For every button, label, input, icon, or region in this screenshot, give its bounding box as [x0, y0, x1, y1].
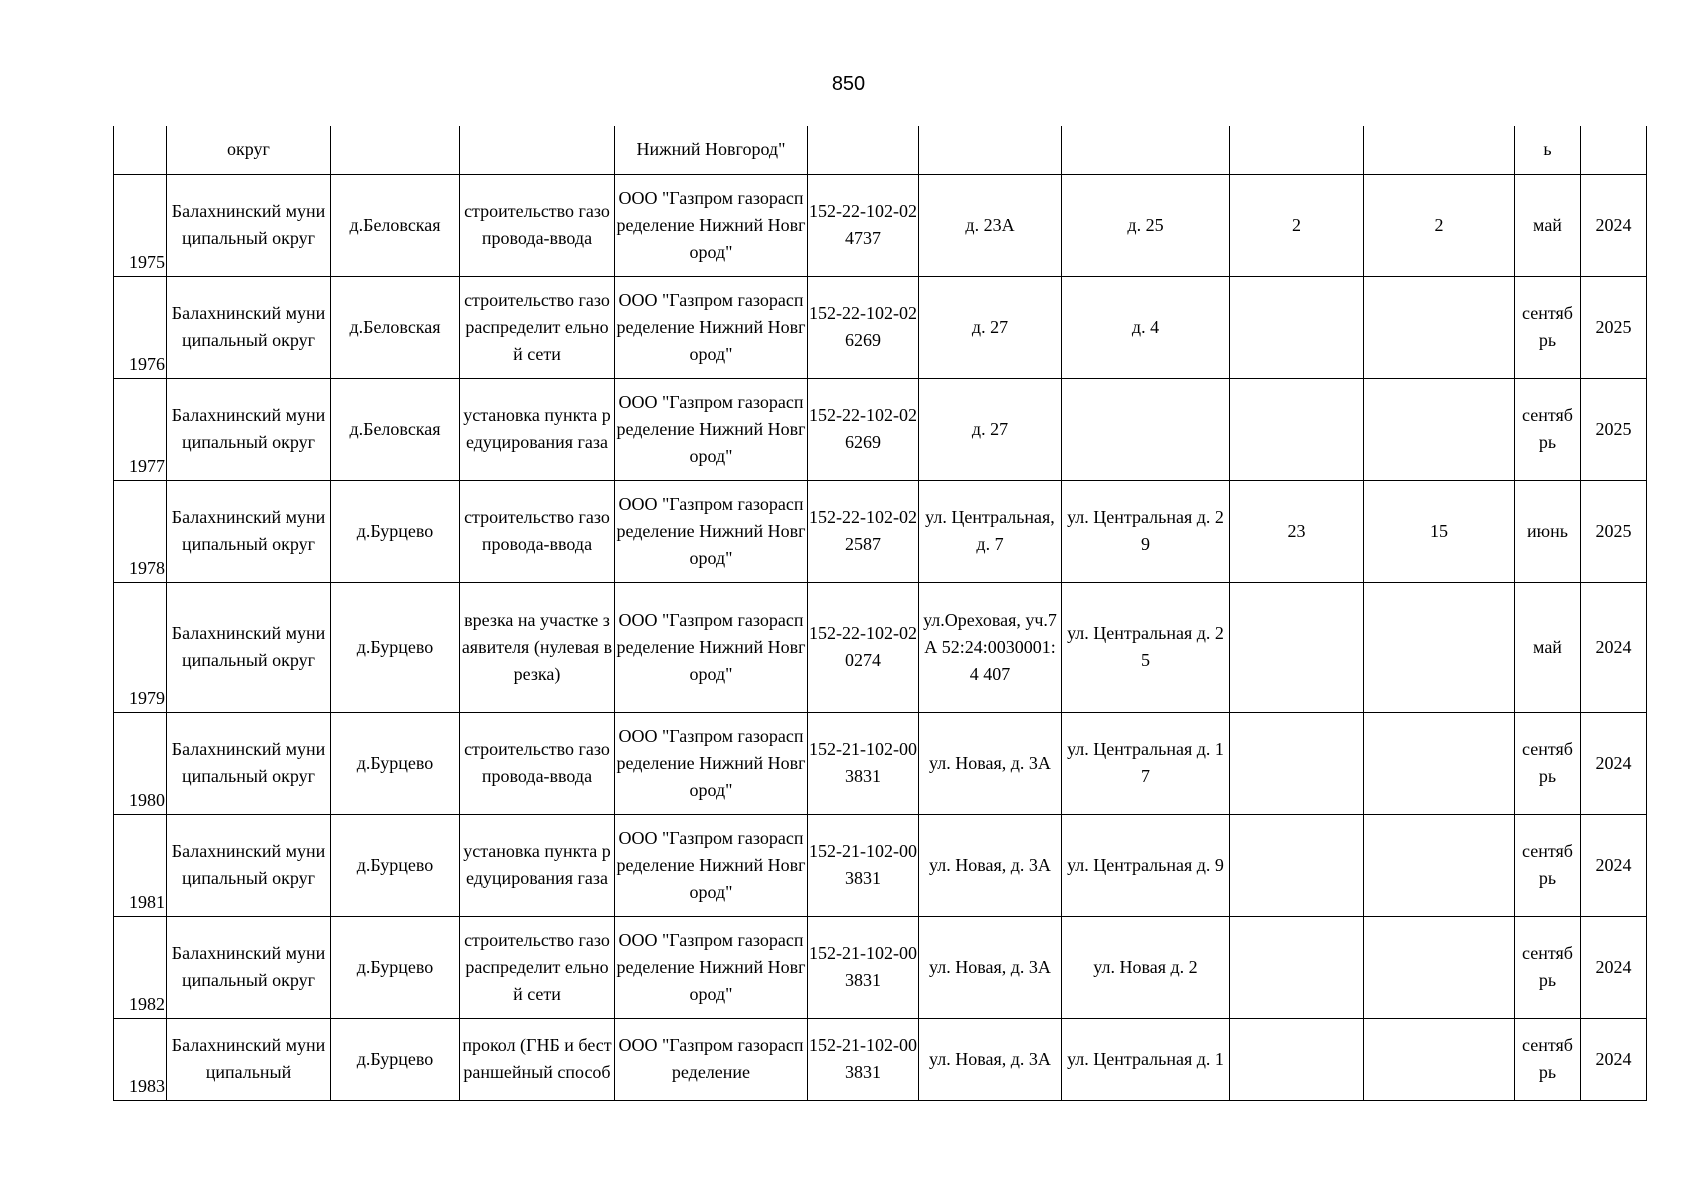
cell-address-to [1062, 126, 1230, 174]
cell-number: 1981 [114, 814, 167, 916]
cell-value-2 [1364, 814, 1515, 916]
cell-value-2 [1364, 1018, 1515, 1100]
cell-settlement: д.Бурцево [331, 712, 460, 814]
cell-year: 2025 [1581, 480, 1647, 582]
cell-code: 152-21-102-003831 [808, 916, 919, 1018]
table-row [114, 582, 1647, 712]
cell-month: сентяб рь [1515, 276, 1581, 378]
cell-district: Балахнинский муниципальный округ [167, 480, 331, 582]
cell-address-to: д. 4 [1062, 276, 1230, 378]
cell-value-2 [1364, 916, 1515, 1018]
cell-organization: ООО "Газпром газораспределение [615, 1018, 808, 1100]
cell-organization: ООО "Газпром газораспределение Нижний Новгород" [615, 276, 808, 378]
cell-district: Балахнинский муниципальный округ [167, 814, 331, 916]
cell-organization: ООО "Газпром газораспределение Нижний Новгород" [615, 378, 808, 480]
cell-settlement: д.Бурцево [331, 1018, 460, 1100]
cell-address-to: ул. Центральная д. 25 [1062, 582, 1230, 712]
cell-value-2 [1364, 582, 1515, 712]
cell-number: 1978 [114, 480, 167, 582]
cell-number: 1979 [114, 582, 167, 712]
cell-value-1: 23 [1230, 480, 1364, 582]
table-row [114, 712, 1647, 814]
cell-address-from: д. 27 [919, 378, 1062, 480]
table-row [114, 814, 1647, 916]
cell-organization: ООО "Газпром газораспределение Нижний Новгород" [615, 174, 808, 276]
cell-year: 2024 [1581, 174, 1647, 276]
cell-year: 2024 [1581, 582, 1647, 712]
cell-year: 2024 [1581, 712, 1647, 814]
cell-district: Балахнинский муниципальный округ [167, 916, 331, 1018]
cell-address-from [919, 126, 1062, 174]
cell-value-2 [1364, 276, 1515, 378]
cell-address-to: ул. Новая д. 2 [1062, 916, 1230, 1018]
cell-number: 1983 [114, 1018, 167, 1100]
page-number: 850 [831, 73, 866, 95]
cell-value-1 [1230, 814, 1364, 916]
cell-year: 2024 [1581, 916, 1647, 1018]
cell-month: сентяб рь [1515, 1018, 1581, 1100]
cell-address-to: ул. Центральная д. 9 [1062, 814, 1230, 916]
cell-settlement: д.Беловская [331, 276, 460, 378]
cell-year [1581, 126, 1647, 174]
table-row [114, 480, 1647, 582]
cell-address-from: ул. Новая, д. 3А [919, 916, 1062, 1018]
cell-work-type: прокол (ГНБ и бестраншейный способ [460, 1018, 615, 1100]
cell-value-2: 15 [1364, 480, 1515, 582]
cell-district: округ [167, 126, 331, 174]
cell-work-type: установка пункта редуцирования газа [460, 378, 615, 480]
cell-code: 152-22-102-024737 [808, 174, 919, 276]
cell-month: июнь [1515, 480, 1581, 582]
cell-code: 152-21-102-003831 [808, 814, 919, 916]
cell-address-from: ул.Ореховая, уч.7 А 52:24:0030001:4 407 [919, 582, 1062, 712]
cell-month: сентяб рь [1515, 916, 1581, 1018]
cell-number: 1980 [114, 712, 167, 814]
cell-district: Балахнинский муниципальный округ [167, 582, 331, 712]
cell-address-to: ул. Центральная д. 17 [1062, 712, 1230, 814]
cell-organization: ООО "Газпром газораспределение Нижний Новгород" [615, 916, 808, 1018]
cell-organization: Нижний Новгород" [615, 126, 808, 174]
cell-month: май [1515, 174, 1581, 276]
cell-number [114, 126, 167, 174]
cell-district: Балахнинский муниципальный округ [167, 174, 331, 276]
cell-work-type: строительство газопровода-ввода [460, 174, 615, 276]
cell-value-1 [1230, 916, 1364, 1018]
cell-settlement: д.Бурцево [331, 582, 460, 712]
cell-value-1 [1230, 126, 1364, 174]
cell-settlement: д.Бурцево [331, 916, 460, 1018]
table-row [114, 916, 1647, 1018]
cell-year: 2025 [1581, 378, 1647, 480]
cell-settlement: д.Беловская [331, 378, 460, 480]
cell-address-from: ул. Центральная, д. 7 [919, 480, 1062, 582]
cell-month: сентяб рь [1515, 378, 1581, 480]
cell-address-from: ул. Новая, д. 3А [919, 814, 1062, 916]
cell-address-from: д. 27 [919, 276, 1062, 378]
cell-number: 1982 [114, 916, 167, 1018]
cell-number: 1975 [114, 174, 167, 276]
cell-number: 1976 [114, 276, 167, 378]
cell-work-type [460, 126, 615, 174]
cell-district: Балахнинский муниципальный [167, 1018, 331, 1100]
cell-value-2 [1364, 712, 1515, 814]
cell-code: 152-21-102-003831 [808, 712, 919, 814]
cell-code: 152-21-102-003831 [808, 1018, 919, 1100]
table-row [114, 174, 1647, 276]
cell-value-1 [1230, 1018, 1364, 1100]
cell-settlement: д.Беловская [331, 174, 460, 276]
cell-code: 152-22-102-020274 [808, 582, 919, 712]
cell-address-to [1062, 378, 1230, 480]
cell-address-to: ул. Центральная д. 1 [1062, 1018, 1230, 1100]
cell-value-1 [1230, 276, 1364, 378]
cell-code: 152-22-102-026269 [808, 276, 919, 378]
table-row [114, 276, 1647, 378]
table-row [114, 378, 1647, 480]
cell-code [808, 126, 919, 174]
table-row [114, 1018, 1647, 1100]
cell-number: 1977 [114, 378, 167, 480]
cell-value-1 [1230, 712, 1364, 814]
cell-month: ь [1515, 126, 1581, 174]
cell-year: 2025 [1581, 276, 1647, 378]
works-table [113, 126, 1647, 1101]
cell-value-2: 2 [1364, 174, 1515, 276]
cell-work-type: врезка на участке заявителя (нулевая врезка) [460, 582, 615, 712]
cell-address-from: д. 23А [919, 174, 1062, 276]
cell-code: 152-22-102-026269 [808, 378, 919, 480]
cell-month: сентяб рь [1515, 814, 1581, 916]
cell-address-to: ул. Центральная д. 29 [1062, 480, 1230, 582]
cell-code: 152-22-102-022587 [808, 480, 919, 582]
cell-organization: ООО "Газпром газораспределение Нижний Новгород" [615, 814, 808, 916]
cell-settlement [331, 126, 460, 174]
cell-month: сентяб рь [1515, 712, 1581, 814]
cell-year: 2024 [1581, 814, 1647, 916]
cell-work-type: строительство газораспределит ельной сети [460, 916, 615, 1018]
cell-value-1 [1230, 582, 1364, 712]
cell-organization: ООО "Газпром газораспределение Нижний Новгород" [615, 712, 808, 814]
cell-value-2 [1364, 378, 1515, 480]
cell-year: 2024 [1581, 1018, 1647, 1100]
cell-district: Балахнинский муниципальный округ [167, 276, 331, 378]
cell-organization: ООО "Газпром газораспределение Нижний Новгород" [615, 582, 808, 712]
cell-month: май [1515, 582, 1581, 712]
cell-value-2 [1364, 126, 1515, 174]
cell-address-from: ул. Новая, д. 3А [919, 712, 1062, 814]
cell-value-1 [1230, 378, 1364, 480]
cell-work-type: строительство газораспределит ельной сети [460, 276, 615, 378]
cell-district: Балахнинский муниципальный округ [167, 378, 331, 480]
cell-address-from: ул. Новая, д. 3А [919, 1018, 1062, 1100]
cell-work-type: строительство газопровода-ввода [460, 712, 615, 814]
cell-work-type: строительство газопровода-ввода [460, 480, 615, 582]
cell-value-1: 2 [1230, 174, 1364, 276]
cell-settlement: д.Бурцево [331, 814, 460, 916]
table-row-partial [114, 126, 1647, 174]
cell-organization: ООО "Газпром газораспределение Нижний Новгород" [615, 480, 808, 582]
cell-address-to: д. 25 [1062, 174, 1230, 276]
cell-settlement: д.Бурцево [331, 480, 460, 582]
cell-work-type: установка пункта редуцирования газа [460, 814, 615, 916]
cell-district: Балахнинский муниципальный округ [167, 712, 331, 814]
